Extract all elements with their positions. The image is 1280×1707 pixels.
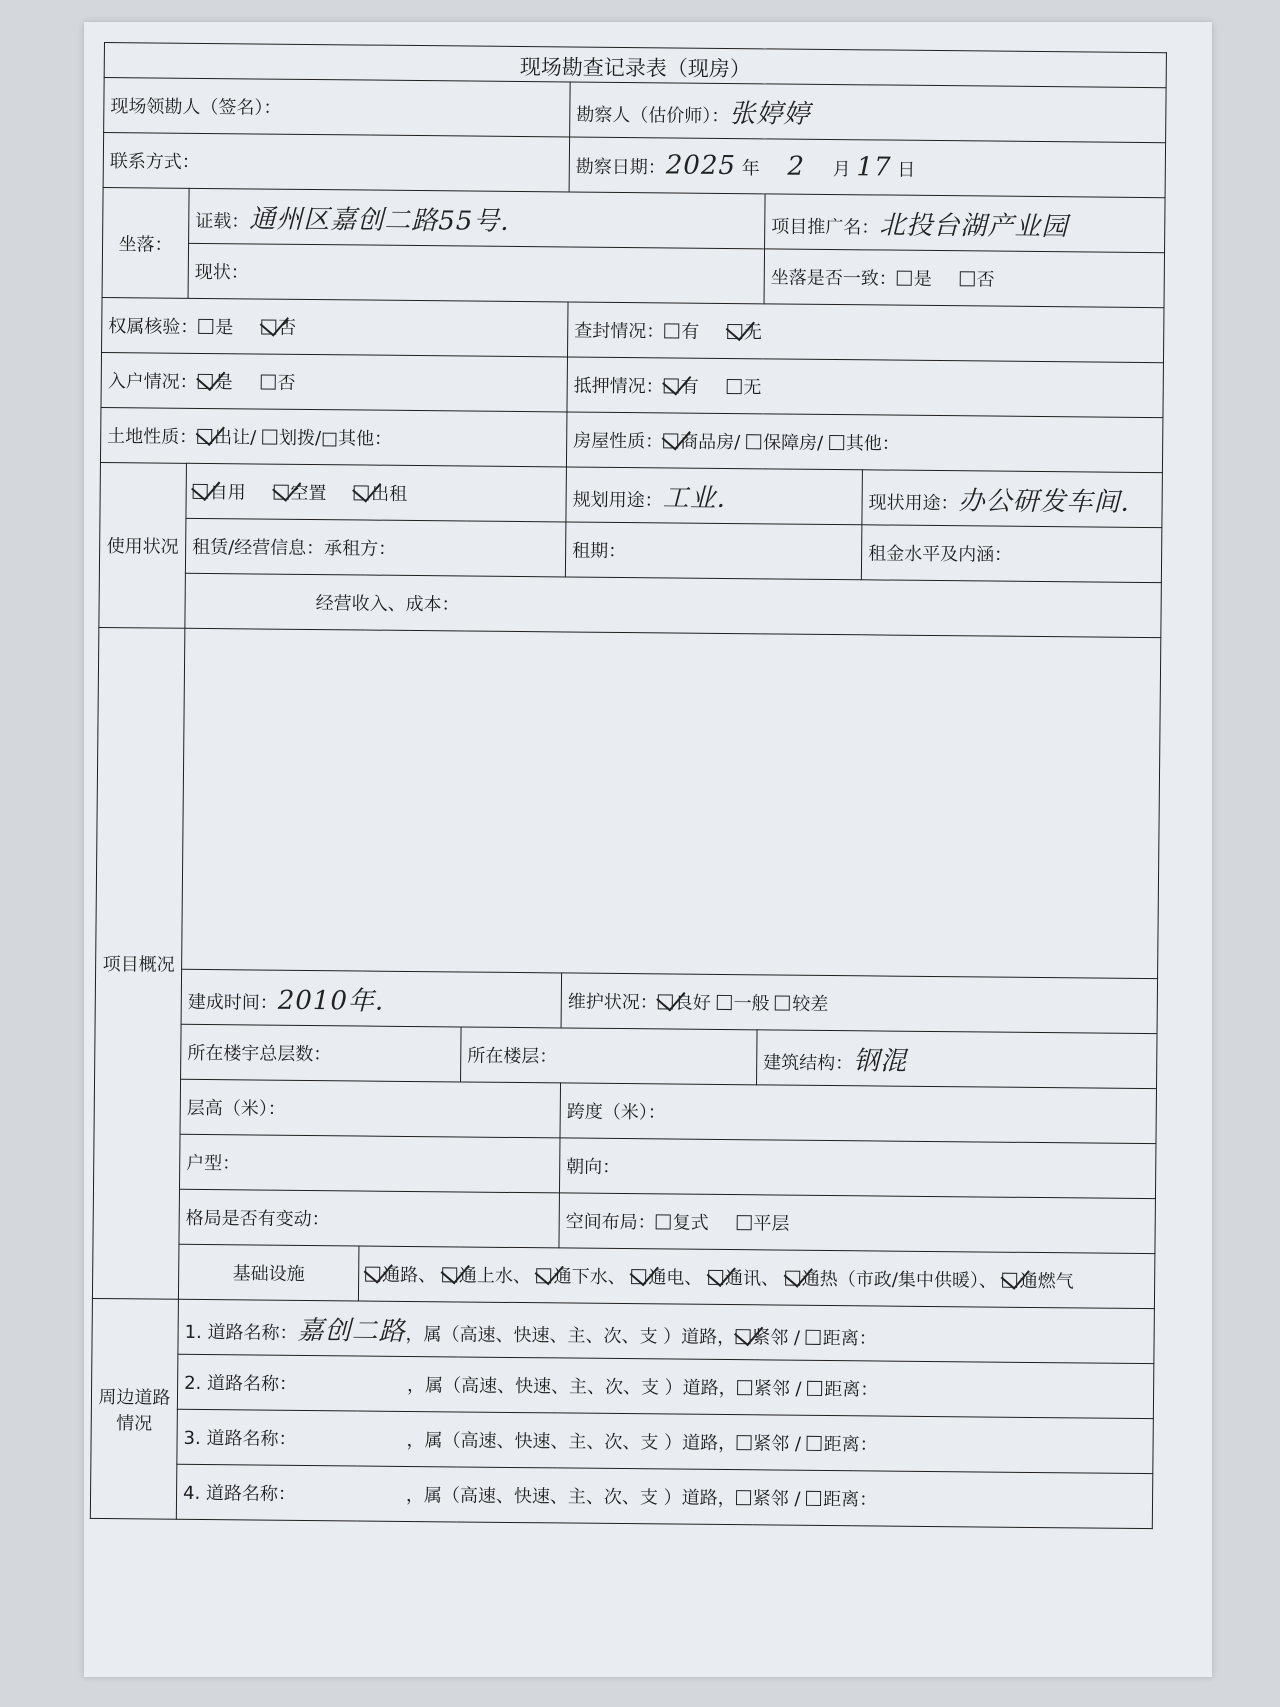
lease-cell <box>185 518 566 577</box>
infra-telecom-label: 通讯、 <box>724 1268 780 1290</box>
maint-poor-checkbox[interactable] <box>775 995 790 1010</box>
span-label: 跨度（米）： <box>566 1101 666 1124</box>
road-2-sep: / <box>789 1378 808 1400</box>
road-row-3 <box>177 1409 1154 1473</box>
ownership-yes-label: 是 <box>215 317 234 339</box>
road-2-adjacent-checkbox[interactable] <box>737 1380 752 1395</box>
house-type-cell <box>566 412 1163 473</box>
maint-normal-checkbox[interactable] <box>716 995 731 1010</box>
planned-use: 工业. <box>662 482 727 514</box>
location-label: 坐落： <box>102 187 189 298</box>
mortgage-has-checkbox[interactable] <box>664 378 679 393</box>
income-cell <box>185 573 1162 637</box>
road-4-distance-checkbox[interactable] <box>806 1491 821 1506</box>
date-cell <box>569 137 1166 198</box>
duplex-label: 复式 <box>672 1212 709 1234</box>
ownership-no-checkbox[interactable] <box>261 320 276 335</box>
road-1-distance-checkbox[interactable] <box>806 1329 821 1344</box>
road-1-name: 嘉创二路 <box>297 1315 406 1347</box>
survey-form <box>90 42 1166 1529</box>
road-4-adjacent-checkbox[interactable] <box>736 1490 751 1505</box>
road-2-adjacent-label: 紧邻 <box>753 1378 790 1400</box>
surveyor-signature: 张婷婷 <box>729 98 811 130</box>
term-label: 租期： <box>572 540 627 563</box>
maint-good-label: 良好 <box>674 992 711 1014</box>
actual-use: 办公研发车间. <box>958 485 1131 518</box>
maint-good-checkbox[interactable] <box>658 994 673 1009</box>
infra-drainage-label: 通下水、 <box>553 1266 626 1289</box>
consistent-yes-label: 是 <box>913 268 932 290</box>
year-unit: 年 <box>741 158 760 180</box>
road-2-distance-label: 距离： <box>824 1378 879 1401</box>
seizure-none-checkbox[interactable] <box>727 324 742 339</box>
rent-label: 租金水平及内涵： <box>868 543 1013 566</box>
status-label: 现状： <box>194 261 249 284</box>
land-other-label: /□其他： <box>314 428 393 450</box>
cert-address-cell <box>189 188 766 249</box>
entry-cell <box>101 352 568 411</box>
road-3-mid: ，属（高速、快速、主、次、支 ）道路， <box>406 1429 737 1455</box>
mortgage-none-checkbox[interactable] <box>726 379 741 394</box>
contact-cell <box>103 133 570 192</box>
entry-no-label: 否 <box>277 372 296 394</box>
infra-power-checkbox[interactable] <box>631 1269 646 1284</box>
road-3-distance-checkbox[interactable] <box>807 1436 822 1451</box>
structure-value: 钢混 <box>853 1045 908 1077</box>
house-label: 房屋性质： <box>573 430 664 453</box>
date-day: 17 <box>856 152 892 183</box>
floors-label: 所在楼宇总层数： <box>187 1042 332 1066</box>
seizure-has-label: 有 <box>681 321 700 343</box>
roads-label: 周边道路情况 <box>90 1298 178 1519</box>
usage-vacant-label: 空置 <box>290 482 327 505</box>
mortgage-label: 抵押情况： <box>573 375 664 398</box>
flat-label: 平层 <box>753 1213 790 1235</box>
day-unit: 日 <box>897 159 916 181</box>
house-commercial-checkbox[interactable] <box>663 433 678 448</box>
road-2-distance-checkbox[interactable] <box>807 1381 822 1396</box>
actual-label: 现状用途： <box>868 491 959 514</box>
land-allocation-checkbox[interactable] <box>262 430 277 445</box>
month-unit: 月 <box>832 159 851 181</box>
land-label: 土地性质： <box>107 426 198 448</box>
infra-cell <box>358 1246 1155 1309</box>
road-2-prefix: 2. 道路名称： <box>184 1372 298 1395</box>
entry-no-checkbox[interactable] <box>260 375 275 390</box>
surveyor-label: 勘察人（估价师）： <box>576 104 730 127</box>
current-status-cell <box>188 243 765 304</box>
entry-label: 入户情况： <box>107 371 198 393</box>
orient-label: 朝向： <box>566 1156 621 1179</box>
lead-label: 现场领勘人（签名）： <box>110 96 282 119</box>
road-4-prefix: 4. 道路名称： <box>182 1482 297 1505</box>
ownership-label: 权属核验： <box>108 316 199 338</box>
road-3-prefix: 3. 道路名称： <box>183 1427 297 1450</box>
orientation-cell <box>559 1138 1156 1199</box>
cert-address: 通州区嘉创二路55号. <box>249 203 510 237</box>
usage-self-checkbox[interactable] <box>193 484 208 499</box>
seizure-cell <box>567 302 1164 363</box>
maint-poor-label: 较差 <box>792 993 829 1015</box>
road-row-4 <box>176 1464 1153 1528</box>
road-2-mid: ，属（高速、快速、主、次、支 ）道路， <box>406 1374 737 1400</box>
rent-cell <box>861 525 1162 583</box>
infra-road-label: 通路、 <box>382 1264 437 1287</box>
contact-label: 联系方式： <box>109 151 200 173</box>
actual-use-cell <box>862 470 1163 528</box>
height-label: 层高（米）： <box>186 1097 286 1120</box>
promo-name-cell <box>765 194 1166 253</box>
house-affordable-checkbox[interactable] <box>746 434 761 449</box>
maintenance-cell <box>561 973 1158 1034</box>
overview-blank-area <box>182 628 1161 978</box>
infra-gas-label: 通燃气 <box>1019 1270 1074 1293</box>
seizure-has-checkbox[interactable] <box>664 323 679 338</box>
flat-checkbox[interactable] <box>736 1215 751 1230</box>
survey-table <box>90 42 1167 1529</box>
land-transfer-checkbox[interactable] <box>197 429 212 444</box>
unit-type-cell <box>179 1134 560 1193</box>
mortgage-none-label: 无 <box>743 377 762 399</box>
maint-normal-label: 一般 <box>733 993 770 1015</box>
date-month: 2 <box>787 151 806 182</box>
promo-name: 北投台湖产业园 <box>879 209 1069 242</box>
form-title: 现场勘查记录表（现房） <box>104 43 1166 88</box>
structure-cell <box>757 1030 1158 1089</box>
total-floors-cell <box>181 1024 462 1082</box>
infra-gas-checkbox[interactable] <box>1003 1273 1018 1288</box>
type-label: 户型： <box>186 1152 241 1175</box>
space-layout-cell <box>559 1193 1156 1254</box>
infra-drainage-checkbox[interactable] <box>537 1268 552 1283</box>
plan-label: 规划用途： <box>572 489 663 511</box>
seizure-none-label: 无 <box>743 322 763 344</box>
usage-self-label: 自用 <box>209 482 246 504</box>
mortgage-cell <box>567 357 1164 418</box>
road-row-1 <box>178 1299 1155 1363</box>
infra-heating-checkbox[interactable] <box>785 1271 800 1286</box>
seizure-label: 查封情况： <box>574 320 665 343</box>
road-3-adjacent-checkbox[interactable] <box>736 1435 751 1450</box>
consistent-no-label: 否 <box>976 269 995 291</box>
overview-label: 项目概况 <box>92 627 184 1299</box>
cert-label: 证载： <box>195 210 250 232</box>
built-time-cell <box>181 969 562 1028</box>
planned-use-cell <box>566 467 863 525</box>
entry-yes-checkbox[interactable] <box>198 374 213 389</box>
road-1-sep: / <box>788 1327 806 1349</box>
house-affordable-label: 保障房/ <box>762 432 824 454</box>
entry-yes-label: 是 <box>214 372 233 394</box>
infra-power-label: 通电、 <box>648 1267 703 1289</box>
ownership-cell <box>102 297 569 356</box>
road-1-adjacent-label: 紧邻 <box>752 1326 789 1349</box>
infra-heating-label: 通热（市政/集中供暖）、 <box>801 1268 997 1292</box>
house-other-checkbox[interactable] <box>829 435 844 450</box>
road-row-2 <box>177 1354 1154 1418</box>
consistent-yes-checkbox[interactable] <box>897 271 912 286</box>
road-4-mid: ，属（高速、快速、主、次、支 ）道路， <box>405 1484 736 1510</box>
road-4-sep: / <box>788 1488 807 1510</box>
road-4-distance-label: 距离： <box>823 1488 878 1511</box>
income-label: 经营收入、成本： <box>315 593 460 616</box>
ownership-no-label: 否 <box>277 317 297 339</box>
built-label: 建成时间： <box>187 991 278 1014</box>
floor-label: 所在楼层： <box>467 1045 558 1068</box>
infra-water-supply-label: 通上水、 <box>458 1265 532 1288</box>
house-other-label: 其他： <box>845 433 900 455</box>
infra-water-supply-checkbox[interactable] <box>442 1267 457 1282</box>
duplex-checkbox[interactable] <box>656 1214 671 1229</box>
maint-label: 维护状况： <box>567 991 658 1014</box>
term-cell <box>565 522 862 580</box>
usage-options-cell <box>186 463 567 522</box>
consistency-cell <box>764 249 1165 308</box>
usage-rented-checkbox[interactable] <box>354 485 369 500</box>
road-3-distance-label: 距离： <box>823 1433 878 1456</box>
road-1-distance-label: 距离： <box>822 1327 877 1349</box>
usage-label: 使用状况 <box>99 462 187 628</box>
land-allocation-label: 划拨 <box>278 427 316 450</box>
surveyor-cell <box>570 82 1167 143</box>
space-label: 空间布局： <box>565 1211 656 1234</box>
infra-telecom-checkbox[interactable] <box>708 1270 723 1285</box>
infra-label: 基础设施 <box>178 1244 359 1301</box>
usage-rented-label: 出租 <box>371 483 408 505</box>
date-label: 勘察日期： <box>575 156 666 179</box>
road-1-adjacent-checkbox[interactable] <box>735 1329 750 1344</box>
structure-label: 建筑结构： <box>763 1051 854 1074</box>
house-commercial-label: 商品房/ <box>680 431 741 454</box>
built-time: 2010年. <box>277 985 385 1017</box>
date-year: 2025 <box>665 150 737 182</box>
land-cell <box>100 407 567 466</box>
lead-signature-cell <box>104 78 571 137</box>
road-1-mid: ，属（高速、快速、主、次、支 ）道路， <box>405 1323 736 1348</box>
height-cell <box>180 1079 561 1138</box>
infra-road-checkbox[interactable] <box>365 1267 380 1282</box>
span-cell <box>560 1083 1157 1144</box>
land-transfer-label: 出让/ <box>214 427 257 449</box>
road-4-adjacent-label: 紧邻 <box>752 1488 789 1510</box>
road-3-adjacent-label: 紧邻 <box>753 1433 790 1455</box>
road-3-sep: / <box>789 1433 807 1455</box>
consistent-label: 坐落是否一致： <box>770 267 897 290</box>
mortgage-has-label: 有 <box>680 376 699 398</box>
layout-change-label: 格局是否有变动： <box>185 1207 330 1231</box>
floor-cell <box>461 1027 758 1085</box>
consistent-no-checkbox[interactable] <box>959 271 974 286</box>
road-1-prefix: 1. 道路名称： <box>184 1321 298 1344</box>
lease-label: 租赁/经营信息：承租方： <box>192 536 397 560</box>
layout-change-cell <box>179 1189 560 1248</box>
ownership-yes-checkbox[interactable] <box>198 319 213 334</box>
usage-vacant-checkbox[interactable] <box>273 485 288 500</box>
promo-label: 项目推广名： <box>771 215 880 238</box>
